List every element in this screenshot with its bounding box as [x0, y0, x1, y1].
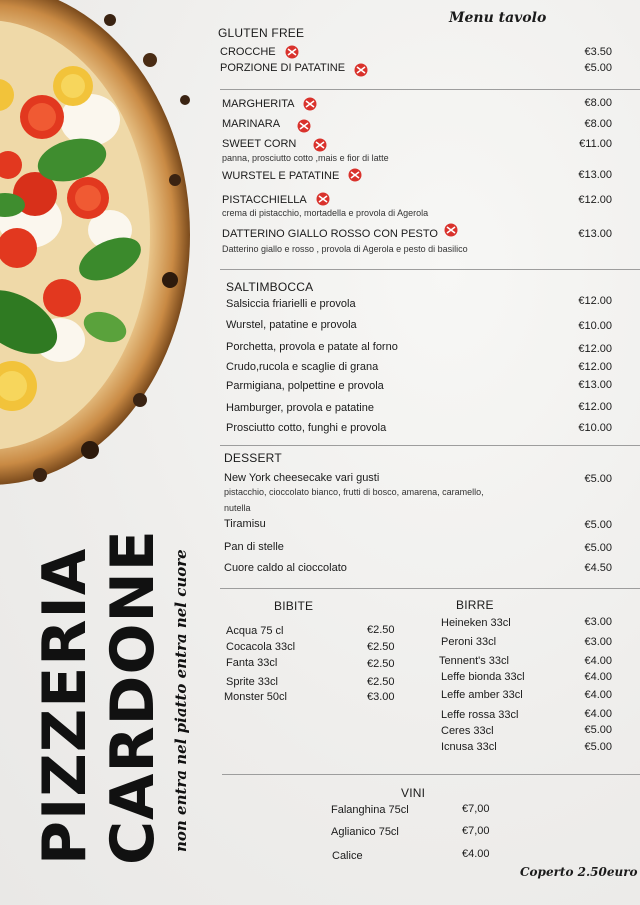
- drink-price: €2.50: [367, 676, 395, 688]
- wine-name: Falanghina 75cl: [331, 804, 409, 816]
- drink-price: €2.50: [367, 658, 395, 670]
- cover-charge-note: Coperto 2.50euro: [520, 865, 638, 879]
- menu-item-description: Datterino giallo e rosso , provola di Agerola e pesto di basilico: [222, 244, 468, 254]
- no-gluten-icon: [354, 63, 368, 77]
- menu-item-name: Hamburger, provola e patatine: [226, 402, 374, 414]
- brand-name-line2: CARDONE: [98, 529, 168, 865]
- wine-price: €4.00: [462, 848, 490, 860]
- menu-item-name: Salsiccia friarielli e provola: [226, 298, 356, 310]
- menu-item-name: SWEET CORN: [222, 138, 297, 150]
- divider: [222, 774, 640, 775]
- drink-price: €3.00: [367, 691, 395, 703]
- menu-item-description: crema di pistacchio, mortadella e provola di Agerola: [222, 208, 429, 218]
- section-title-vini: VINI: [401, 786, 426, 800]
- section-title-saltimbocca: SALTIMBOCCA: [226, 280, 314, 294]
- drink-name: Cocacola 33cl: [226, 641, 296, 653]
- menu-item-price: €5.00: [584, 473, 612, 485]
- drink-price: €5.00: [584, 741, 612, 753]
- wine-price: €7,00: [462, 803, 490, 815]
- drink-price: €4.00: [584, 689, 612, 701]
- menu-item-name: PISTACCHIELLA: [222, 194, 307, 206]
- menu-item-price: €4.50: [584, 562, 612, 574]
- drink-price: €2.50: [367, 624, 395, 636]
- menu-item-name: New York cheesecake vari gusti: [224, 472, 380, 484]
- no-gluten-icon: [313, 138, 327, 152]
- menu-item-price: €12.00: [578, 343, 612, 355]
- pizza-image: [0, 0, 195, 490]
- wine-price: €7,00: [462, 825, 490, 837]
- menu-item-name: Pan di stelle: [224, 541, 284, 553]
- drink-name: Peroni 33cl: [441, 636, 497, 648]
- menu-item-name: Tiramisu: [224, 518, 266, 530]
- menu-item-description: panna, prosciutto cotto ,mais e fior di latte: [222, 153, 389, 163]
- menu-title: Menu tavolo: [449, 10, 547, 26]
- drink-name: Tennent's 33cl: [439, 655, 509, 667]
- drink-name: Sprite 33cl: [226, 676, 278, 688]
- menu-item-price: €5.00: [584, 542, 612, 554]
- menu-item-price: €3.50: [584, 46, 612, 58]
- menu-item-price: €12.00: [578, 194, 612, 206]
- menu-item-price: €11.00: [579, 138, 612, 150]
- menu-item-price: €13.00: [578, 169, 612, 181]
- menu-item-price: €10.00: [578, 320, 612, 332]
- section-title-birre: BIRRE: [456, 598, 494, 612]
- drink-name: Leffe bionda 33cl: [441, 671, 525, 683]
- menu-item-name: WURSTEL E PATATINE: [222, 170, 340, 182]
- drink-price: €4.00: [584, 655, 612, 667]
- menu-item-name: Porchetta, provola e patate al forno: [226, 341, 398, 353]
- menu-item-name: Prosciutto cotto, funghi e provola: [226, 422, 387, 434]
- drink-price: €2.50: [367, 641, 395, 653]
- divider: [220, 89, 640, 90]
- divider: [220, 588, 640, 589]
- menu-item-name: Cuore caldo al cioccolato: [224, 562, 347, 574]
- menu-item-name: DATTERINO GIALLO ROSSO CON PESTO: [222, 228, 438, 240]
- drink-name: Monster 50cl: [224, 691, 287, 703]
- menu-item-name: Wurstel, patatine e provola: [226, 319, 357, 331]
- menu-item-price: €13.00: [578, 228, 612, 240]
- menu-item-price: €13.00: [578, 379, 612, 391]
- brand-name-line1: PIZZERIA: [30, 547, 100, 865]
- no-gluten-icon: [316, 192, 330, 206]
- menu-item-description: pistacchio, cioccolato bianco, frutti di bosco, amarena, caramello,: [224, 487, 484, 497]
- menu-item-name: Parmigiana, polpettine e provola: [226, 380, 384, 392]
- drink-price: €3.00: [584, 636, 612, 648]
- menu-item-name: MARGHERITA: [222, 98, 295, 110]
- brand-slogan: non entra nel piatto entra nel cuore: [172, 549, 190, 852]
- drink-name: Icnusa 33cl: [441, 741, 497, 753]
- drink-name: Heineken 33cl: [441, 617, 511, 629]
- section-title-gluten-free: GLUTEN FREE: [218, 26, 305, 40]
- drink-price: €4.00: [584, 671, 612, 683]
- menu-item-price: €12.00: [578, 401, 612, 413]
- menu-item-price: €8.00: [584, 97, 612, 109]
- no-gluten-icon: [303, 97, 317, 111]
- no-gluten-icon: [444, 223, 458, 237]
- menu-item-price: €10.00: [578, 422, 612, 434]
- wine-name: Aglianico 75cl: [331, 826, 399, 838]
- drink-price: €4.00: [584, 708, 612, 720]
- no-gluten-icon: [297, 119, 311, 133]
- divider: [220, 269, 640, 270]
- no-gluten-icon: [348, 168, 362, 182]
- menu-item-price: €12.00: [578, 295, 612, 307]
- menu-item-name: MARINARA: [222, 118, 281, 130]
- drink-price: €3.00: [584, 616, 612, 628]
- menu-item-price: €5.00: [584, 519, 612, 531]
- divider: [220, 445, 640, 446]
- menu-item-name: Crudo,rucola e scaglie di grana: [226, 361, 379, 373]
- drink-name: Ceres 33cl: [441, 725, 494, 737]
- drink-name: Leffe amber 33cl: [441, 689, 523, 701]
- section-title-bibite: BIBITE: [274, 599, 314, 613]
- menu-item-name: PORZIONE DI PATATINE: [220, 62, 346, 74]
- drink-name: Leffe rossa 33cl: [441, 709, 519, 721]
- menu-item-description: nutella: [224, 503, 251, 513]
- section-title-dessert: DESSERT: [224, 451, 282, 465]
- drink-name: Acqua 75 cl: [226, 625, 284, 637]
- drink-name: Fanta 33cl: [226, 657, 278, 669]
- menu-item-name: CROCCHE: [220, 46, 276, 58]
- menu-item-price: €12.00: [578, 361, 612, 373]
- menu-item-price: €5.00: [584, 62, 612, 74]
- menu-item-price: €8.00: [584, 118, 612, 130]
- no-gluten-icon: [285, 45, 299, 59]
- wine-name: Calice: [332, 850, 363, 862]
- drink-price: €5.00: [584, 724, 612, 736]
